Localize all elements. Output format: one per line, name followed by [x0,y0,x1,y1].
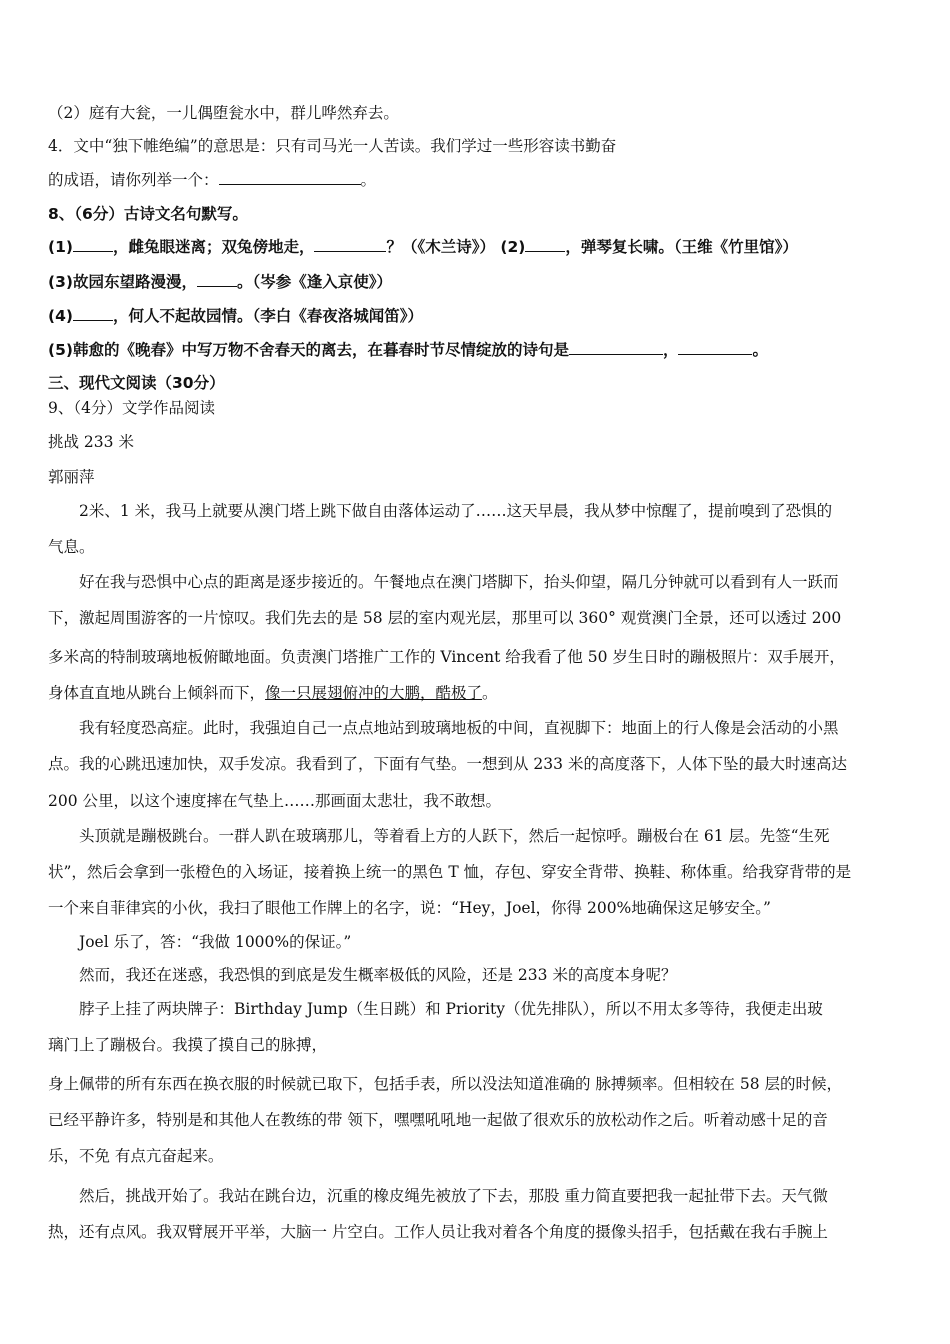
text-segment: 身体直直地从跳台上倾斜而下， [48,684,266,702]
section-3-heading: 三、现代文阅读（30分） [48,374,225,392]
paragraph-line: 璃门上了蹦极台。我摸了摸自己的脉搏， [48,1036,328,1054]
text-segment: ，弹琴复长啸。（王维《竹里馆》） [565,238,798,256]
poem-item-4 [48,306,423,326]
paragraph-line: 脖子上挂了两块牌子：Birthday Jump（生日跳）和 Priority（优先排队），所以不用太多等待，我便走出玻 [79,1000,823,1018]
answer-blank [569,340,663,355]
paragraph-line: 然而，我还在迷惑，我恐惧的到底是发生概率极低的风险，还是 233 米的高度本身呢？ [79,966,677,984]
answer-blank [525,237,565,252]
paragraph-line: 下，激起周围游客的一片惊叹。我们先去的是 58 层的室内观光层，那里可以 360° 观赏澳门全景，还可以透过 200 [48,609,842,627]
text-segment: (4) [48,307,73,325]
underlined-sentence: 像一只展翅俯冲的大鹏，酷极了 [265,684,483,702]
text-segment: 。（岑参《逢入京使》） [236,273,392,291]
paragraph-line: 点。我的心跳迅速加快，双手发凉。我看到了，下面有气垫。一想到从 233 米的高度落下，人体下坠的最大时速高达 [48,755,847,773]
question-9-heading: 9、（4分）文学作品阅读 [48,399,215,417]
paragraph-line: 好在我与恐惧中心点的距离是逐步接近的。午餐地点在澳门塔脚下，抬头仰望，隔几分钟就可以看到有人一跃而 [79,573,839,591]
text-segment: ， [662,341,679,359]
answer-blank [73,237,113,252]
paragraph-line: 热，还有点风。我双臂展开平举，大脑一 片空白。工作人员让我对着各个角度的摄像头招手，包括戴在我右手腕上 [48,1223,828,1241]
answer-blank [73,306,113,321]
text-line: （2）庭有大瓮，一儿偶堕瓮水中，群儿哗然弃去。 [48,104,399,122]
text-segment: ，何人不起故园情。（李白《春夜洛城闻笛》） [112,307,423,325]
paragraph-line: 一个来自菲律宾的小伙，我扫了眼他工作牌上的名字，说：“Hey，Joel，你得 200%地确保这足够安全。” [48,899,771,917]
text-segment: ，雌兔眼迷离；双兔傍地走， [112,238,315,256]
answer-blank [314,237,386,252]
article-title: 挑战 233 米 [48,433,134,451]
text-line [48,170,376,190]
text-segment: (5)韩愈的《晚春》中写万物不舍春天的离去，在暮春时节尽情绽放的诗句是 [48,341,569,359]
poem-item-1-2 [48,237,798,257]
paragraph-line: 状”，然后会拿到一张橙色的入场证，接着换上统一的黑色 T 恤，存包、穿安全背带、换鞋、称体重。给我穿背带的是 [48,863,852,881]
answer-blank [197,272,237,287]
text-line: 4．文中“独下帷绝编”的意思是：只有司马光一人苦读。我们学过一些形容读书勤奋 [48,137,617,155]
text-segment: 。 [752,341,768,359]
text-segment: ？（《木兰诗》） (2) [386,238,526,256]
paragraph-line: 多米高的特制玻璃地板俯瞰地面。负责澳门塔推广工作的 Vincent 给我看了他 50 岁生日时的蹦极照片：双手展开， [48,648,845,666]
paragraph-line: 已经平静许多，特别是和其他人在教练的带 领下，嘿嘿吼吼地一起做了很欢乐的放松动作之后。听着动感十足的音 [48,1111,828,1129]
paragraph-line: 气息。 [48,538,95,556]
paragraph-line: 头顶就是蹦极跳台。一群人趴在玻璃那儿，等着看上方的人跃下，然后一起惊呼。蹦极台在 61 层。先签“生死 [79,827,830,845]
text-segment: (3)故园东望路漫漫， [48,273,197,291]
article-author: 郭丽萍 [48,468,95,486]
paragraph-line: 乐，不免 有点亢奋起来。 [48,1147,224,1165]
question-8-heading: 8、（6分）古诗文名句默写。 [48,205,248,223]
answer-blank [678,340,752,355]
paragraph-line: 身上佩带的所有东西在换衣服的时候就已取下，包括手表，所以没法知道准确的 脉搏频率。但相较在 58 层的时候， [48,1075,843,1093]
text-segment: 的成语，请你列举一个： [48,171,219,189]
answer-blank [219,170,361,185]
poem-item-3 [48,272,392,292]
paragraph-line: Joel 乐了，答：“我做 1000%的保证。” [79,933,352,951]
paragraph-line: 我有轻度恐高症。此时，我强迫自己一点点地站到玻璃地板的中间，直视脚下：地面上的行人像是会活动的小黑 [79,719,839,737]
paragraph-line: 然后，挑战开始了。我站在跳台边，沉重的橡皮绳先被放了下去，那股 重力简直要把我一起扯带下去。天气微 [79,1187,828,1205]
paragraph-line: 200 公里，以这个速度摔在气垫上……那画面太悲壮，我不敢想。 [48,792,502,810]
paragraph-line: 2米、1 米，我马上就要从澳门塔上跳下做自由落体运动了……这天早晨，我从梦中惊醒了，提前嗅到了恐惧的 [79,502,833,520]
text-segment: 。 [482,684,498,702]
paragraph-line [48,683,498,703]
text-segment: 。 [360,171,377,189]
text-segment: (1) [48,238,73,256]
poem-item-5 [48,340,768,360]
